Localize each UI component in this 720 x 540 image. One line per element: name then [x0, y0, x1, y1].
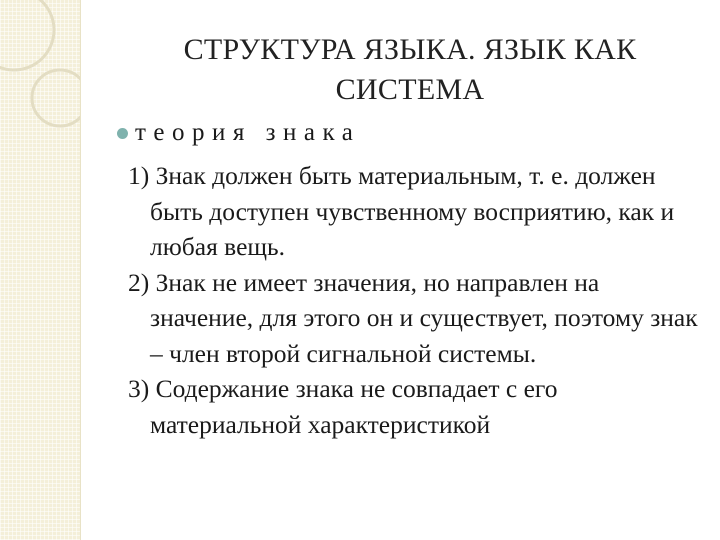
round-bullet-icon [117, 128, 128, 139]
slide-title [140, 30, 680, 110]
slide-title-line-2: СИСТЕМА [335, 73, 485, 106]
list-item-2: 2) Знак не имеет значения, но направлен на значение, для этого он и существует, поэтому знак – член второй сигнальной системы. [128, 267, 698, 368]
slide-body [128, 158, 708, 442]
decorative-circles [0, 0, 80, 540]
decorative-circle-small [32, 70, 80, 126]
decorative-circle-top [0, 0, 54, 70]
bullet-heading-text: теория знака [135, 119, 361, 146]
list-item-1: 1) Знак должен быть материальным, т. е. должен быть доступен чувственному восприятию, как и любая вещь. [128, 161, 675, 261]
slide-title-line-1: СТРУКТУРА ЯЗЫКА. ЯЗЫК КАК [183, 33, 637, 66]
decorative-side-strip [0, 0, 80, 540]
list-item-3: 3) Содержание знака не совпадает с его материальной характеристикой [128, 374, 558, 439]
strip-divider [80, 0, 81, 540]
bullet-heading [117, 120, 360, 146]
